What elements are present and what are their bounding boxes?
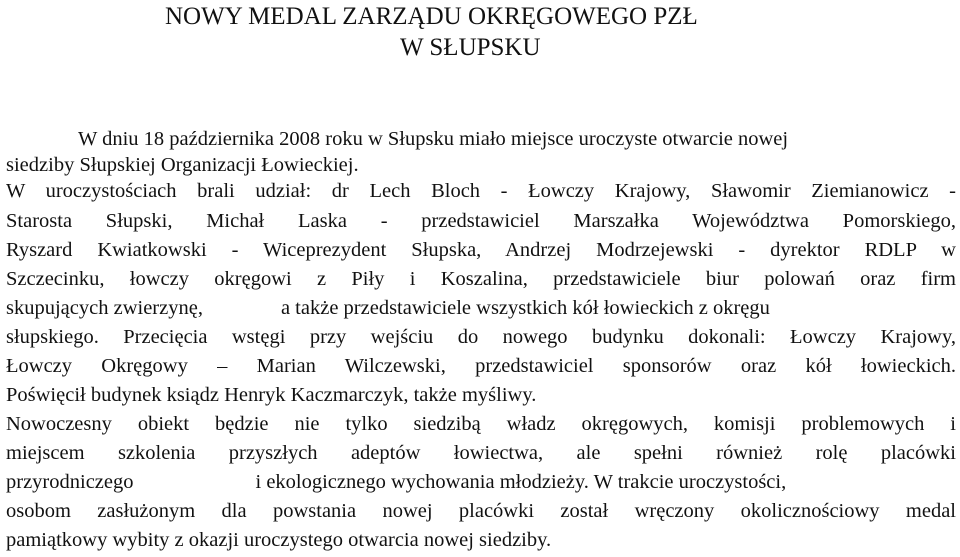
paragraph-3-line-5: pamiątkowy wybity z okazji uroczystego otwarcia nowej siedziby.	[6, 529, 552, 551]
title-line-2: W SŁUPSKU	[400, 34, 541, 61]
title-line-1: NOWY MEDAL ZARZĄDU OKRĘGOWEGO PZŁ	[165, 3, 698, 30]
paragraph-3-line-4-text: osobom zasłużonym dla powstania nowej placówki został wręczony okolicznościowy medal	[6, 500, 956, 522]
paragraph-3-line-4	[6, 498, 956, 524]
paragraph-2-line-6-text: słupskiego. Przecięcia wstęgi przy wejściu do nowego budynku dokonali: Łowczy Krajowy,	[6, 326, 956, 348]
paragraph-2-line-4-text: Szczecinku, łowczy okręgowi z Piły i Koszalina, przedstawiciele biur polowań oraz firm	[6, 268, 956, 290]
paragraph-3-line-2	[6, 440, 956, 466]
paragraph-2-line-6	[6, 324, 956, 350]
paragraph-2-line-3-text: Ryszard Kwiatkowski - Wiceprezydent Słupska, Andrzej Modrzejewski - dyrektor RDLP w	[6, 239, 956, 261]
paragraph-1-line-2: siedziby Słupskiej Organizacji Łowieckiej.	[6, 154, 359, 176]
paragraph-2-line-8: Poświęcił budynek ksiądz Henryk Kaczmarczyk, także myśliwy.	[6, 384, 537, 406]
paragraph-2-line-2	[6, 208, 956, 234]
paragraph-2-line-7-text: Łowczy Okręgowy – Marian Wilczewski, przedstawiciel sponsorów oraz kół łowieckich.	[6, 355, 956, 377]
paragraph-2-line-5	[6, 295, 770, 321]
paragraph-3-line-1-text: Nowoczesny obiekt będzie nie tylko siedzibą władz okręgowych, komisji problemowych i	[6, 413, 956, 435]
paragraph-3-line-2-text: miejscem szkolenia przyszłych adeptów łowiectwa, ale spełni również rolę placówki	[6, 442, 956, 464]
paragraph-2-line-3	[6, 237, 956, 263]
paragraph-2-line-4	[6, 266, 956, 292]
paragraph-2-line-2-text: Starosta Słupski, Michał Laska - przedstawiciel Marszałka Województwa Pomorskiego,	[6, 210, 956, 232]
paragraph-3-line-3-part-b: i ekologicznego wychowania młodzieży. W trakcie uroczystości,	[255, 471, 787, 493]
paragraph-2-line-5-part-a: skupujących zwierzynę,	[6, 297, 203, 319]
paragraph-3-line-3-part-a: przyrodniczego	[6, 471, 134, 493]
paragraph-2-line-5-part-b: a także przedstawiciele wszystkich kół łowieckich z okręgu	[280, 297, 770, 319]
paragraph-2-line-1	[6, 178, 956, 204]
paragraph-3-line-3	[6, 469, 786, 495]
paragraph-3-line-1	[6, 411, 956, 437]
paragraph-2-line-1-text: W uroczystościach brali udział: dr Lech Bloch - Łowczy Krajowy, Sławomir Ziemianowicz -	[6, 180, 956, 202]
paragraph-2-line-7	[6, 353, 956, 379]
paragraph-1-line-1: W dniu 18 października 2008 roku w Słupsku miało miejsce uroczyste otwarcie nowej	[78, 128, 789, 150]
